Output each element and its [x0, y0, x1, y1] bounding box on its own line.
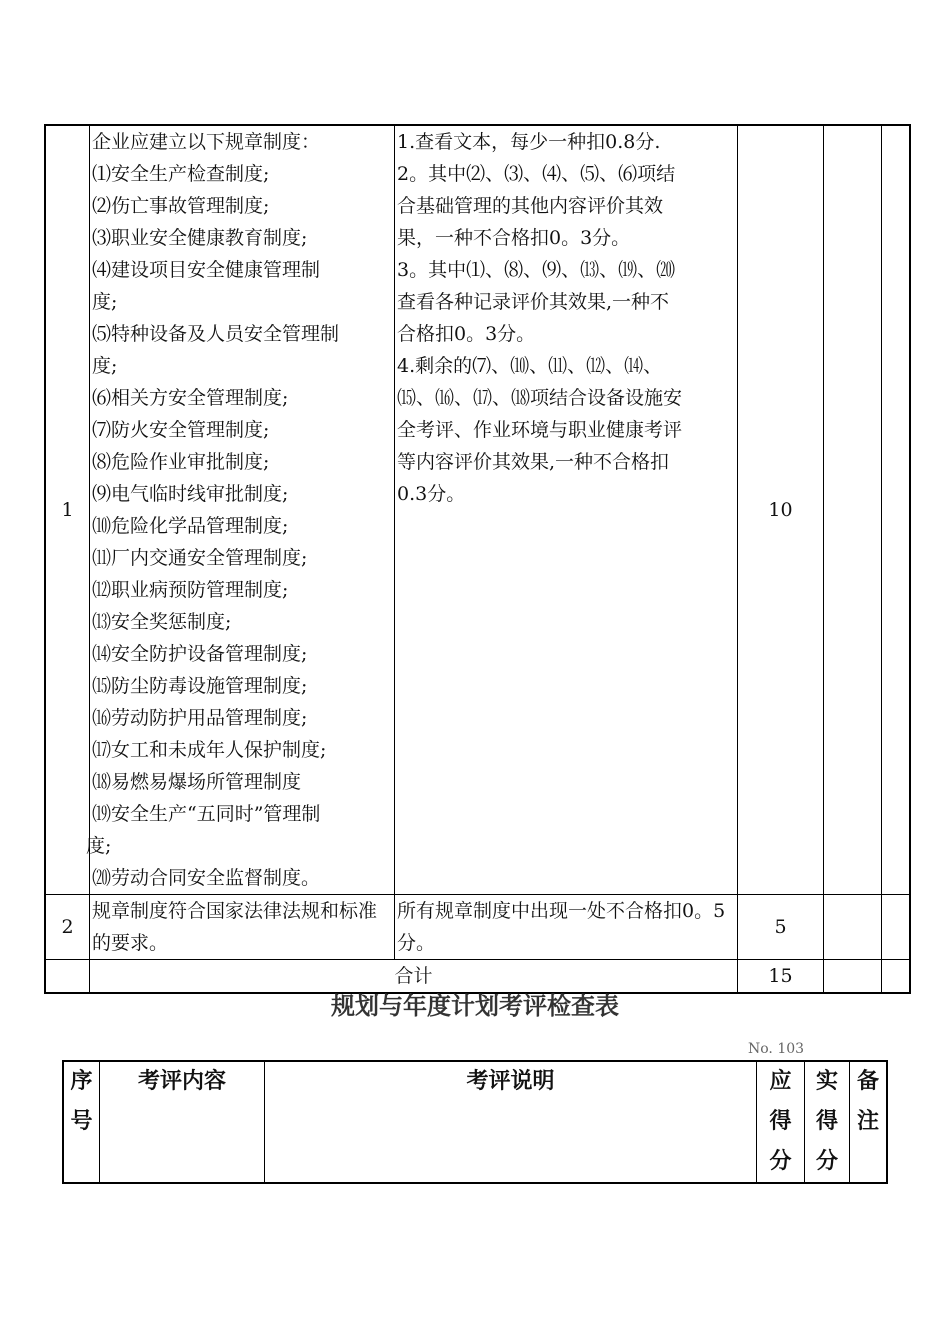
- row-index: 1: [45, 125, 90, 895]
- section-title: 规划与年度计划考评检查表: [331, 992, 619, 1020]
- actual-score-cell: [824, 895, 882, 960]
- header-table: [62, 1060, 888, 1184]
- table-row: [45, 895, 910, 960]
- header-content: 考评内容: [100, 1061, 265, 1183]
- total-label: 合计: [90, 960, 738, 994]
- assessment-content: 规章制度符合国家法律法规和标准的要求。: [90, 895, 395, 960]
- remarks-cell: [882, 895, 911, 960]
- header-description: 考评说明: [265, 1061, 757, 1183]
- header-max-score: 应 得 分: [757, 1061, 805, 1183]
- assessment-method: 所有规章制度中出现一处不合格扣0。5分。: [395, 895, 738, 960]
- header-index: 序 号: [63, 1061, 100, 1183]
- document-number: No. 103: [748, 1041, 805, 1057]
- max-score: 10: [738, 125, 824, 895]
- header-remarks: 备 注: [850, 1061, 888, 1183]
- header-row: [63, 1061, 887, 1183]
- actual-score-cell: [824, 125, 882, 895]
- assessment-method: 1.查看文本，每少一种扣0.8分. 2。其中⑵、⑶、⑷、⑸、⑹项结 合基础管理的其他内容评价其效 果，一种不合格扣0。3分。 3。其中⑴、⑻、⑼、⒀、⒆、⒇ 查看各种记录评价其效果,一种不 合格扣0。3分。 4.剩余的⑺、⑽、⑾、⑿、⒁、 ⒂、⒃、⒄、⒅项结合设备设施安 全考评、作业环境与职业健康考评 等内容评价其效果,一种不合格扣 0.3分。: [395, 125, 738, 895]
- row-index: 2: [45, 895, 90, 960]
- max-score: 5: [738, 895, 824, 960]
- header-actual-score: 实 得 分: [805, 1061, 850, 1183]
- total-score: 15: [738, 960, 824, 994]
- assessment-table: [44, 124, 911, 994]
- table-row: [45, 125, 910, 895]
- remarks-cell: [882, 125, 911, 895]
- assessment-content: 企业应建立以下规章制度： ⑴安全生产检查制度; ⑵伤亡事故管理制度; ⑶职业安全健康教育制度; ⑷建设项目安全健康管理制 度; ⑸特种设备及人员安全管理制 度; ⑹相关方安全管理制度; ⑺防火安全管理制度; ⑻危险作业审批制度; ⑼电气临时线审批制度; ⑽危险化学品管理制度; ⑾厂内交通安全管理制度; ⑿职业病预防管理制度; ⒀安全奖惩制度; ⒁安全防护设备管理制度; ⒂防尘防毒设施管理制度; ⒃劳动防护用品管理制度; ⒄女工和未成年人保护制度; ⒅易燃易爆场所管理制度 ⒆安全生产“五同时”管理制 度; ⒇劳动合同安全监督制度。: [90, 125, 395, 895]
